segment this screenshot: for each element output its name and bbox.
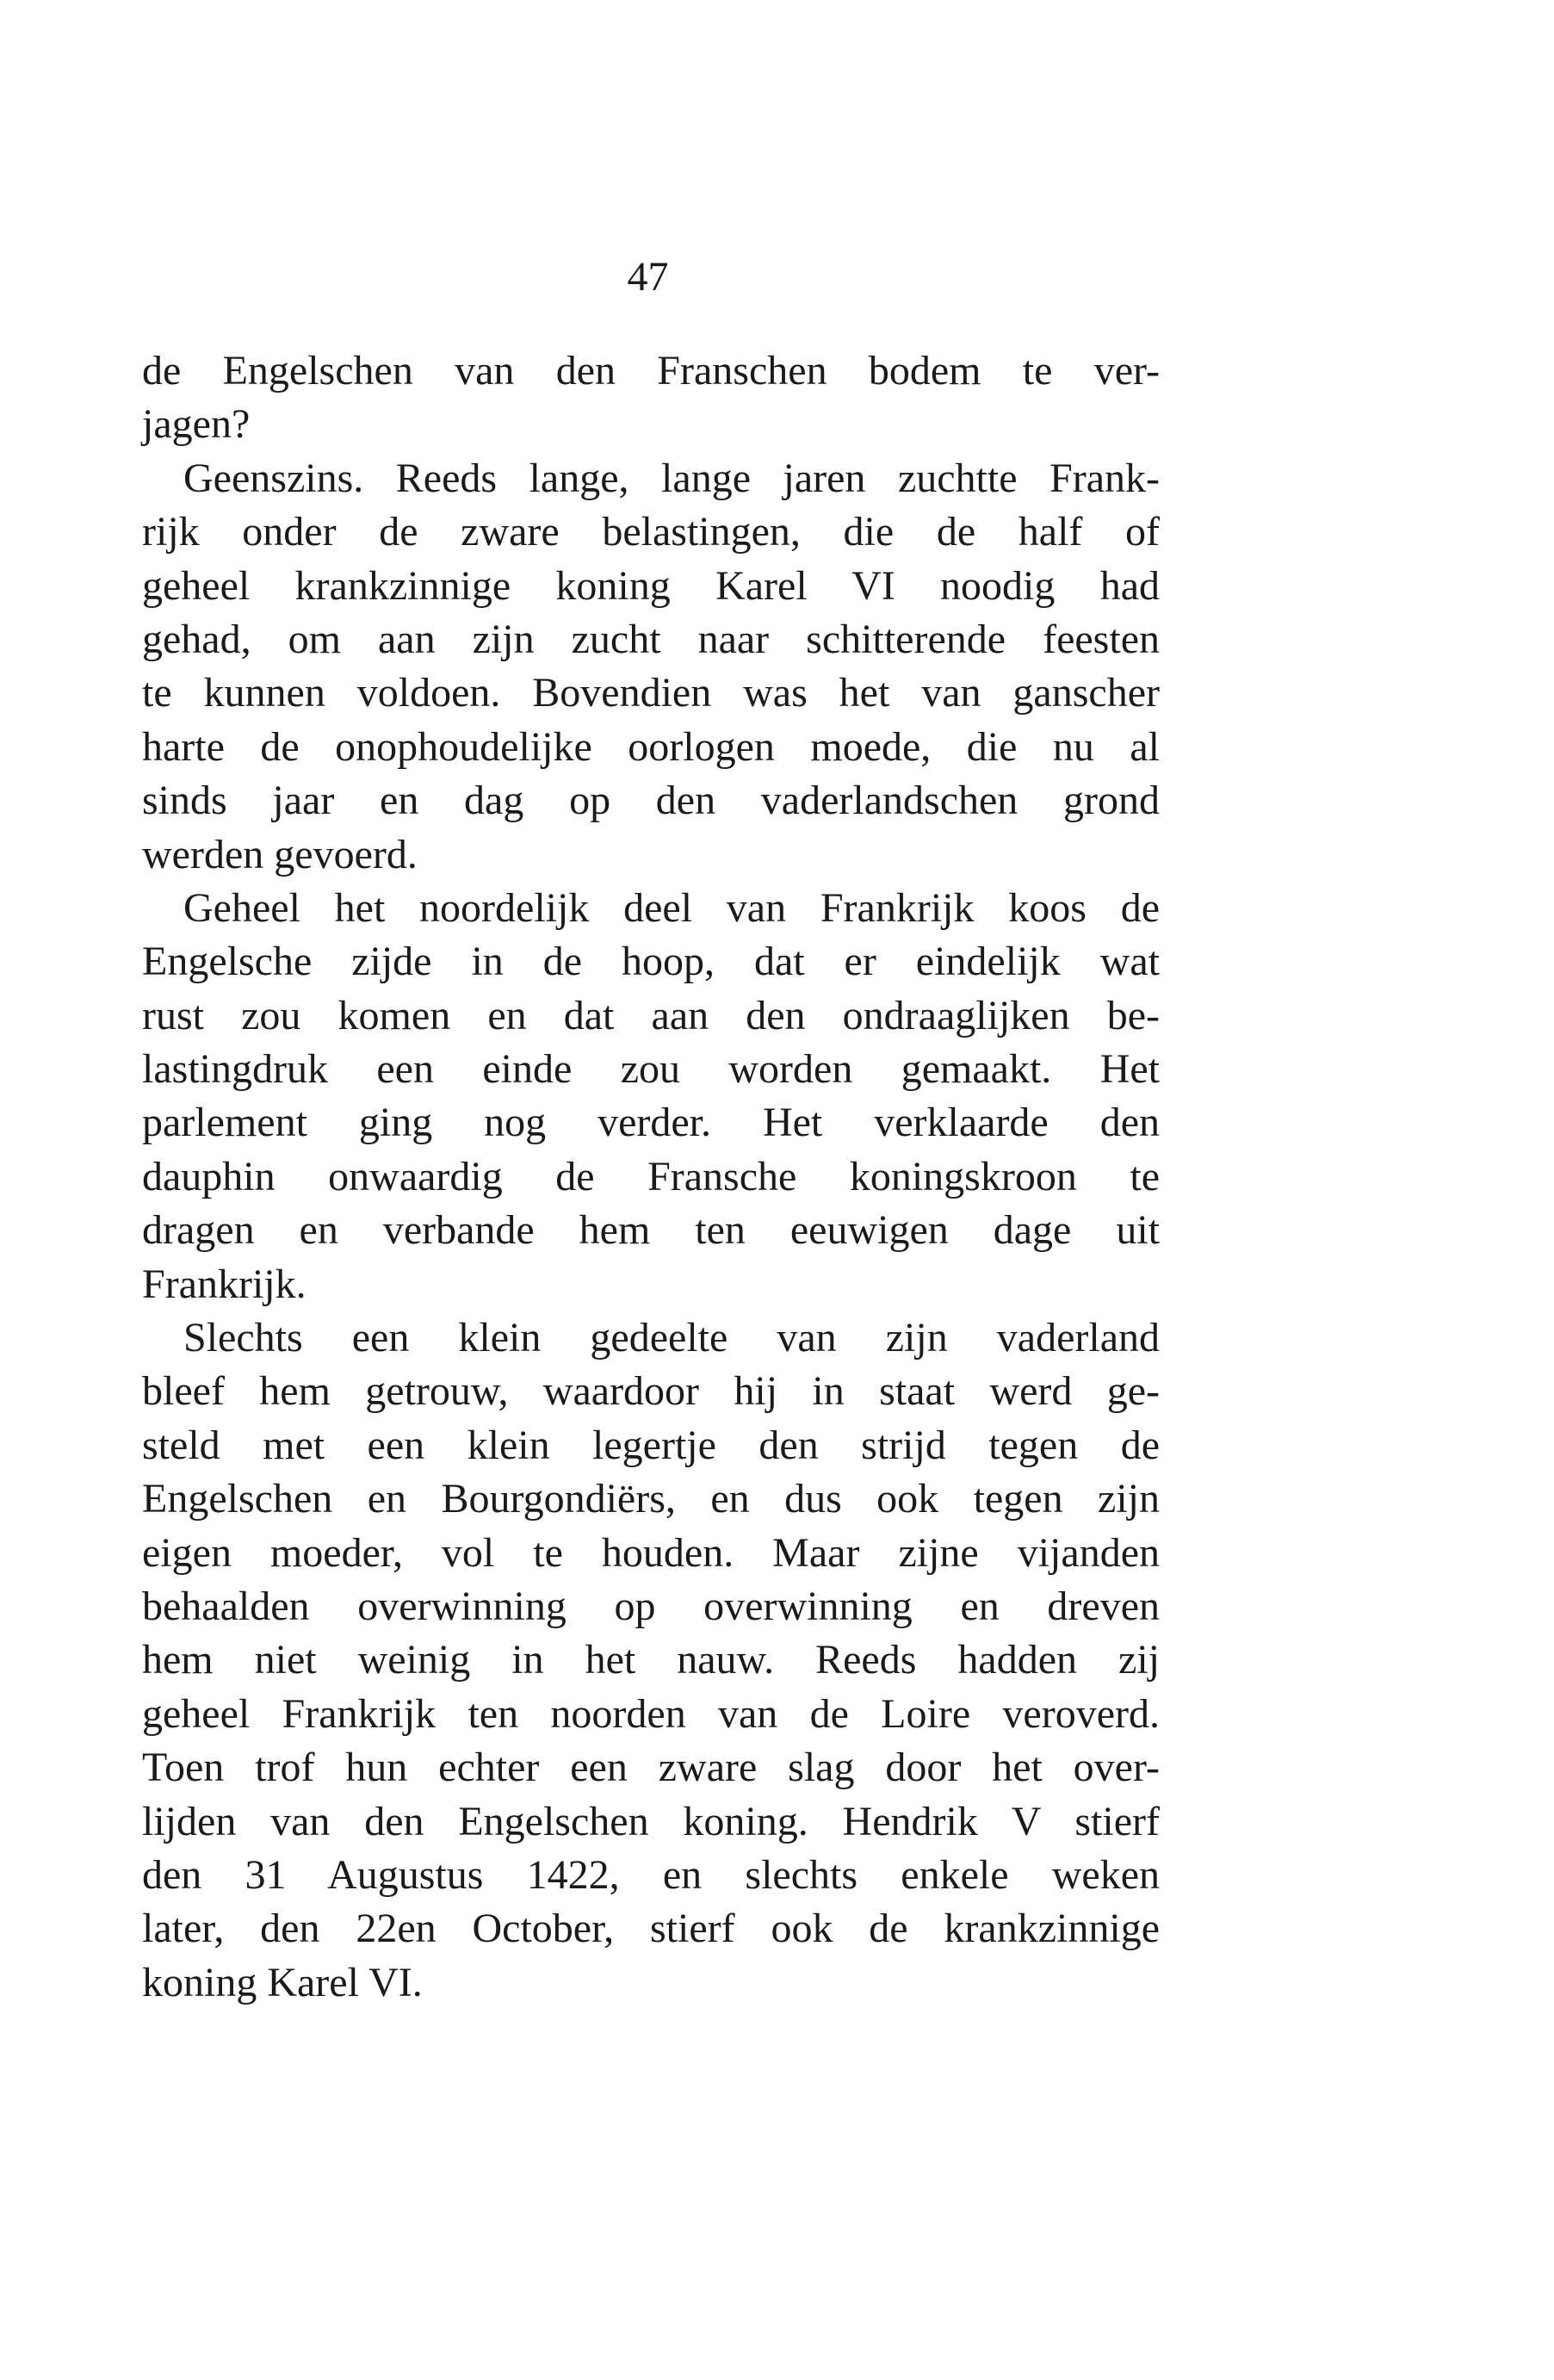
body-text: [142, 344, 1160, 2010]
text-line: steld met een klein legertje den strijd tegen de: [142, 1422, 1160, 1468]
text-line: Toen trof hun echter een zware slag door het over-: [142, 1745, 1160, 1791]
page-number: 47: [627, 254, 669, 300]
text-line: harte de onophoudelijke oorlogen moede, die nu al: [142, 723, 1160, 770]
text-line: Engelsche zijde in de hoop, dat er eindelijk wat: [142, 939, 1160, 985]
text-line: Geheel het noordelijk deel van Frankrijk koos de: [183, 884, 1160, 931]
text-line: jagen?: [142, 401, 251, 448]
text-line: lijden van den Engelschen koning. Hendrik V stierf: [142, 1798, 1160, 1844]
text-line: later, den 22en October, stierf ook de krankzinnige: [142, 1906, 1160, 1952]
text-line: gehad, om aan zijn zucht naar schitterende feesten: [142, 616, 1160, 662]
text-line: koning Karel VI.: [142, 1959, 423, 2005]
text-line: dauphin onwaardig de Fransche koningskroon te: [142, 1153, 1160, 1199]
text-line: de Engelschen van den Franschen bodem te ver-: [142, 348, 1160, 394]
text-line: rijk onder de zware belastingen, die de half of: [142, 509, 1160, 555]
text-line: lastingdruk een einde zou worden gemaakt. Het: [142, 1046, 1160, 1093]
text-line: Slechts een klein gedeelte van zijn vaderland: [183, 1315, 1160, 1361]
text-line: bleef hem getrouw, waardoor hij in staat werd ge-: [142, 1368, 1160, 1415]
text-line: Frankrijk.: [142, 1261, 306, 1307]
text-line: geheel Frankrijk ten noorden van de Loire veroverd.: [142, 1690, 1160, 1737]
text-line: te kunnen voldoen. Bovendien was het van ganscher: [142, 670, 1160, 716]
text-line: eigen moeder, vol te houden. Maar zijne vijanden: [142, 1529, 1160, 1576]
text-line: sinds jaar en dag op den vaderlandschen grond: [142, 778, 1160, 824]
text-line: dragen en verbande hem ten eeuwigen dage uit: [142, 1207, 1160, 1254]
text-line: hem niet weinig in het nauw. Reeds hadden zij: [142, 1637, 1160, 1683]
text-line: behaalden overwinning op overwinning en dreven: [142, 1583, 1160, 1629]
text-line: rust zou komen en dat aan den ondraaglijken be-: [142, 992, 1160, 1038]
text-line: parlement ging nog verder. Het verklaarde den: [142, 1100, 1160, 1146]
text-line: werden gevoerd.: [142, 831, 418, 877]
text-line: Geenszins. Reeds lange, lange jaren zuchtte Frank-: [183, 455, 1160, 501]
text-line: den 31 Augustus 1422, en slechts enkele weken: [142, 1851, 1160, 1898]
text-line: Engelschen en Bourgondiërs, en dus ook tegen zijn: [142, 1476, 1160, 1522]
text-line: geheel krankzinnige koning Karel VI noodig had: [142, 562, 1160, 609]
